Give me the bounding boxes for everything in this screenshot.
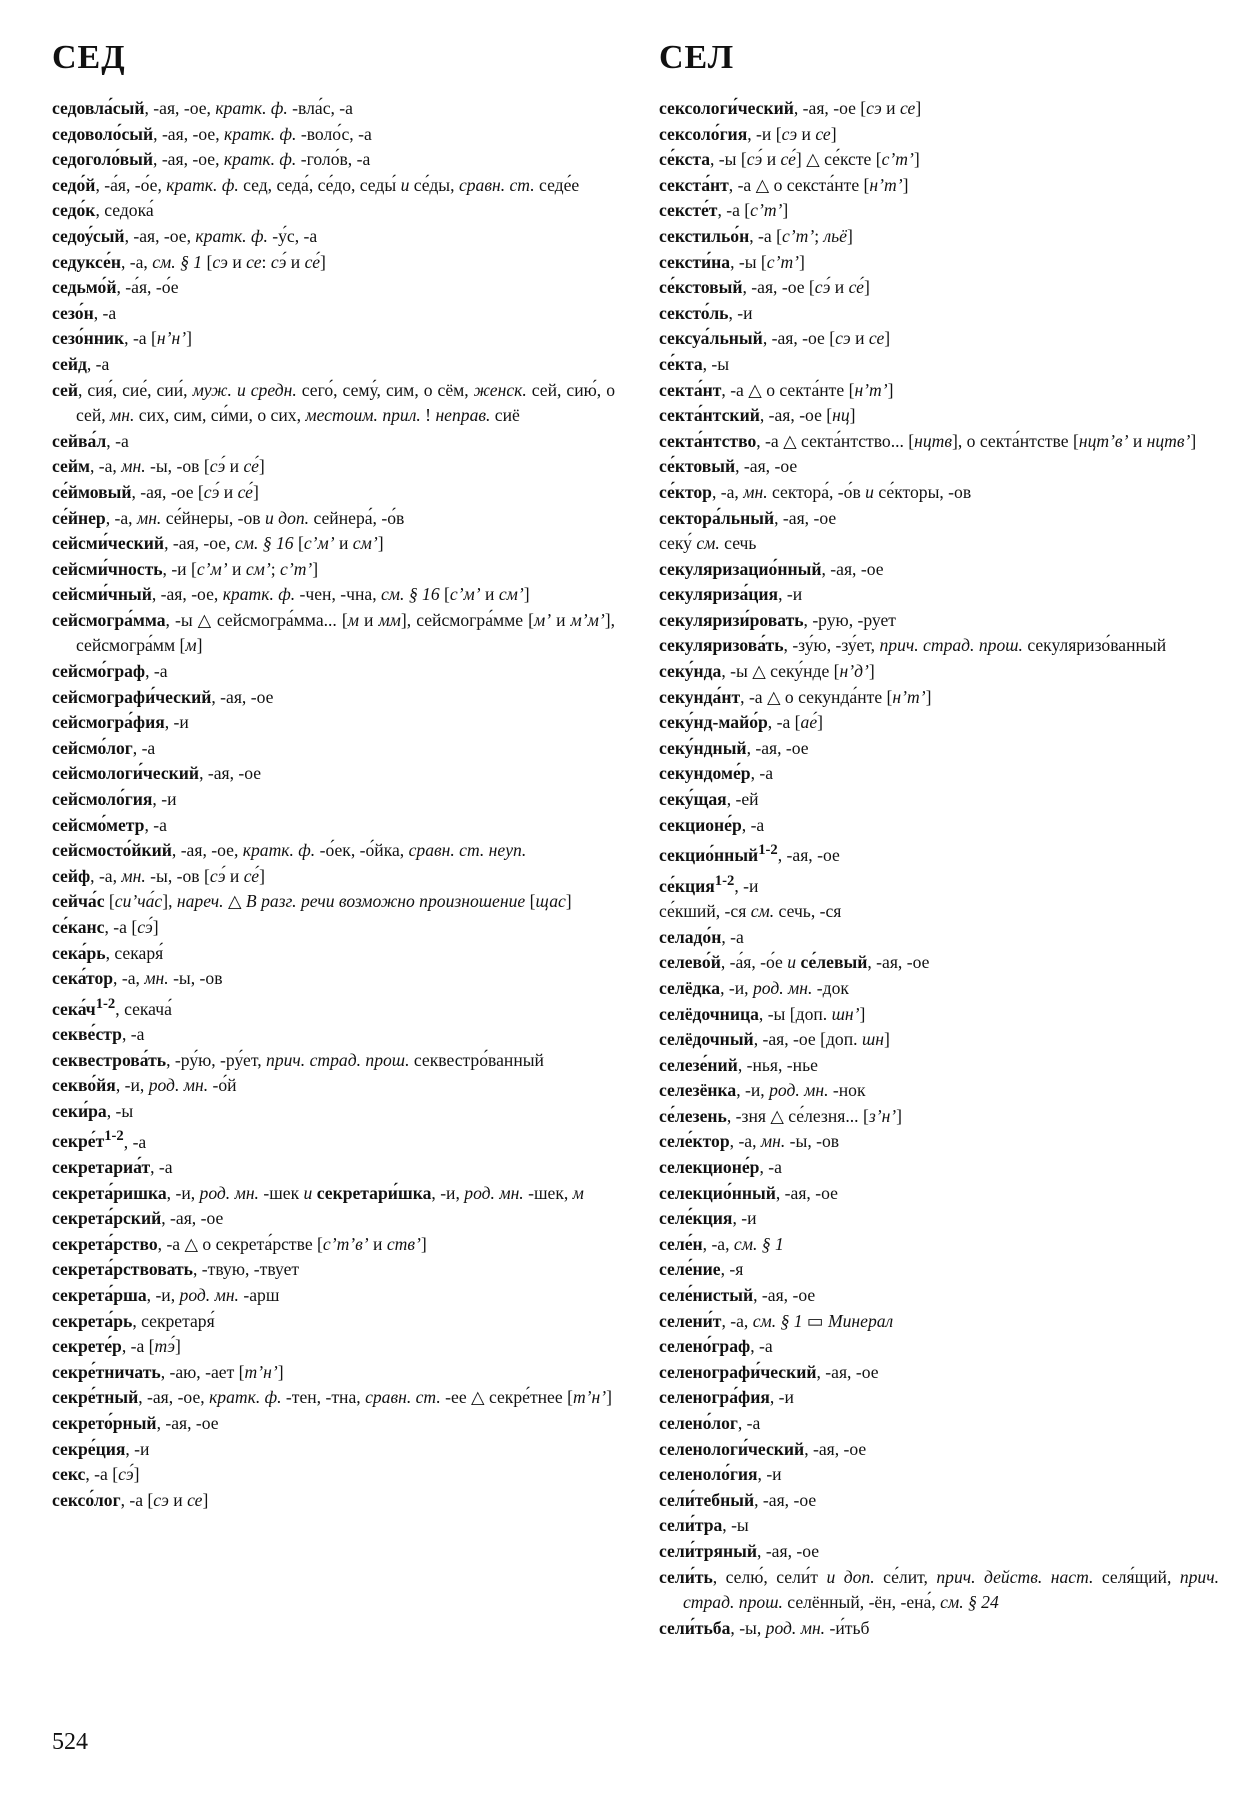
dictionary-entry: селеноло́гия, -и [659,1464,782,1485]
left-column [52,96,615,1513]
dictionary-entry: секуляризацио́нный, -ая, -ое [659,558,884,579]
dictionary-entry: сексто́ль, -и [659,302,753,323]
dictionary-entry: секунда́нт, -а △ о секунда́нте [нʼтʼ] [659,686,932,707]
dictionary-entry: сейва́л, -а [52,430,129,451]
dictionary-entry: сека́тор, -а, мн. -ы, -ов [52,968,223,989]
dictionary-entry: селенологи́ческий, -ая, -ое [659,1438,867,1459]
dictionary-entry: се́ктор, -а, мн. сектора́, -о́в и се́кторы, -ов [659,481,972,502]
page-number: 524 [52,1729,88,1755]
dictionary-entry: сейсми́чность, -и [сʼмʼ и смʼ; сʼтʼ] [52,558,319,579]
dictionary-entry: селезе́ний, -нья, -нье [659,1054,818,1075]
dictionary-entry: сейсмо́метр, -а [52,814,167,835]
dictionary-entry: секрета́рский, -ая, -ое [52,1208,224,1229]
dictionary-entry: селенографи́ческий, -ая, -ое [659,1361,879,1382]
dictionary-entry: секвестрова́ть, -ру́ю, -ру́ет, прич. страд. прош. секвестро́ванный [52,1049,544,1070]
dictionary-entry: секрето́рный, -ая, -ое [52,1413,219,1433]
dictionary-entry: селе́нистый, -ая, -ое [659,1285,816,1306]
dictionary-entry: сейф, -а, мн. -ы, -ов [сэ́ и се́] [52,865,265,886]
dictionary-entry: секре́ция, -и [52,1438,150,1459]
dictionary-entry: сексуа́льный, -ая, -ое [сэ и се] [659,328,891,349]
dictionary-entry: седуксе́н, -а, см. § 1 [сэ и се: сэ́ и се́] [52,251,326,272]
dictionary-entry: секре́тный, -ая, -ое, кратк. ф. -тен, -тна, сравн. ст. -ее △ секре́тнее [тʼнʼ] [52,1387,612,1408]
dictionary-entry: сели́ть, селю́, сели́т и доп. се́лит, прич. действ. наст. селя́щий, прич. страд. прош. селённый, -ён, -ена́, см. § 24 [659,1566,1220,1613]
dictionary-entry: селе́ктор, -а, мн. -ы, -ов [659,1131,840,1152]
dictionary-entry: $сека́ч^{1-2}$, секача́ [52,995,172,1019]
dictionary-entry: селено́лог, -а [659,1413,761,1433]
dictionary-entry: секундоме́р, -а [659,763,774,784]
dictionary-entry: сектора́льный, -ая, -ое [659,507,837,528]
dictionary-entry: се́ймовый, -ая, -ое [сэ́ и се́] [52,481,259,502]
dictionary-entry: секу́ см. сечь [659,533,757,554]
dictionary-entry: секционе́р, -а [659,814,765,835]
running-head-right: СЕЛ [659,39,735,76]
dictionary-entry: сезо́н, -а [52,302,117,323]
dictionary-entry: секретариа́т, -а [52,1157,173,1178]
dictionary-entry: сейсмосто́йкий, -ая, -ое, кратк. ф. -о́ек, -о́йка, сравн. ст. неуп. [52,840,527,861]
dictionary-entry: секуляризова́ть, -зу́ю, -зу́ет, прич. страд. прош. секуляризо́ванный [659,635,1167,656]
dictionary-entry: секта́нт, -а △ о секта́нте [нʼтʼ] [659,379,894,400]
dictionary-entry: секу́нда, -ы △ секу́нде [нʼдʼ] [659,661,875,682]
dictionary-entry: селёдочница, -ы [доп. шнʼ] [659,1003,866,1024]
dictionary-entry: се́йнер, -а, мн. се́йнеры, -ов и доп. сейнера́, -о́в [52,507,405,528]
dictionary-entry: секта́нтский, -ая, -ое [нц] [659,405,856,426]
dictionary-entry: секстильо́н, -а [сʼтʼ; льё] [659,225,853,246]
dictionary-entry: секу́нд-майо́р, -а [ае́] [659,712,823,733]
dictionary-entry: секво́йя, -и, род. мн. -о́й [52,1075,237,1096]
dictionary-entry: селёдочный, -ая, -ое [доп. шн] [659,1029,890,1050]
dictionary-entry: секс, -а [сэ́] [52,1464,140,1485]
dictionary-entry: седьмо́й, -а́я, -о́е [52,277,179,298]
dictionary-entry: секста́нт, -а △ о секста́нте [нʼтʼ] [659,174,909,195]
dictionary-entry: сейсмогра́фия, -и [52,712,189,733]
dictionary-entry: се́кстовый, -ая, -ое [сэ́ и се́] [659,277,870,298]
dictionary-entry: секуляриза́ция, -и [659,584,803,605]
dictionary-entry: селадо́н, -а [659,926,744,947]
dictionary-entry: сейд, -а [52,353,110,374]
dictionary-entry: селе́н, -а, см. § 1 [659,1233,784,1254]
dictionary-entry: сейсмоло́гия, -и [52,789,177,810]
dictionary-entry: секрета́рша, -и, род. мн. -арш [52,1285,280,1306]
dictionary-entry: секи́ра, -ы [52,1101,134,1122]
dictionary-entry: сексологи́ческий, -ая, -ое [сэ и се] [659,98,922,118]
dictionary-entry: седо́к, седока́ [52,200,154,221]
dictionary-entry: сей, сия́, сие́, сии́, муж. и средн. сего́, сему́, сим, о сём, женск. сей, сию́, о сей, мн. сих, сим, си́ми, о сих, местоим. прил. ! неправ. сиё [52,379,615,426]
dictionary-entry: секрета́рствовать, -твую, -твует [52,1259,300,1280]
dictionary-entry: сейсмографи́ческий, -ая, -ое [52,686,274,707]
right-column [659,96,1219,1641]
dictionary-entry: сексо́лог, -а [сэ и се] [52,1489,209,1510]
dictionary-entry: седовла́сый, -ая, -ое, кратк. ф. -вла́с, -а [52,98,353,118]
running-head-left: СЕД [52,39,126,76]
dictionary-entry: сексоло́гия, -и [сэ и се] [659,123,837,144]
dictionary-entry: седоу́сый, -ая, -ое, кратк. ф. -у́с, -а [52,225,318,246]
dictionary-entry: секрета́рство, -а △ о секрета́рстве [сʼтʼвʼ и ствʼ] [52,1233,427,1254]
dictionary-entry: седо́й, -а́я, -о́е, кратк. ф. сед, седа́, се́до, седы́ и се́ды, сравн. ст. седе́е [52,174,580,195]
dictionary-entry: $секре́т^{1-2}$, -а [52,1128,147,1152]
dictionary-entry: селеногра́фия, -и [659,1387,794,1408]
dictionary-entry: секуляризи́ровать, -рую, -рует [659,609,896,630]
dictionary-entry: се́лезень, -зня △ се́лезня... [зʼнʼ] [659,1105,903,1126]
dictionary-entry: се́кший, -ся см. сечь, -ся [659,901,842,922]
dictionary-entry: селёдка, -и, род. мн. -док [659,977,849,998]
dictionary-entry: сезо́нник, -а [нʼнʼ] [52,328,192,349]
dictionary-entry: селено́граф, -а [659,1336,773,1357]
dictionary-entry: сейсми́чный, -ая, -ое, кратк. ф. -чен, -чна, см. § 16 [сʼмʼ и смʼ] [52,584,530,605]
dictionary-entry: селево́й, -а́я, -о́е и се́левый, -ая, -ое [659,952,930,973]
dictionary-entry: секцио́нный$^{1-2}$, -ая, -ое [659,842,840,866]
dictionary-entry: сексти́на, -ы [сʼтʼ] [659,251,805,272]
dictionary-entry: се́канс, -а [сэ́] [52,917,159,937]
dictionary-entry: селе́кция, -и [659,1208,757,1229]
dictionary-entry: сели́тебный, -ая, -ое [659,1489,817,1510]
dictionary-entry: сели́тряный, -ая, -ое [659,1540,820,1561]
dictionary-entry: сейча́с [сиʼча́с], нареч. △ В разг. речи возможно произношение [щас] [52,891,572,912]
dictionary-entry: се́кция$^{1-2}$, -и [659,872,759,896]
dictionary-entry: селени́т, -а, см. § 1 ▭ Минерал [659,1310,894,1331]
dictionary-entry: сейсмо́граф, -а [52,661,168,682]
dictionary-entry: сексте́т, -а [сʼтʼ] [659,200,789,221]
dictionary-entry: сейсмогра́мма, -ы △ сейсмогра́мма... [м и мм], сейсмогра́мме [мʼ и мʼмʼ], сейсмогра́мм [м] [52,609,615,656]
dictionary-entry: секве́стр, -а [52,1024,145,1045]
dictionary-entry: се́кта, -ы [659,353,730,374]
dictionary-entry: се́кста, -ы [сэ́ и се́] △ се́ксте [сʼтʼ] [659,149,920,170]
dictionary-entry: секрета́ришка, -и, род. мн. -шек и секретари́шка, -и, род. мн. -шек, м [52,1182,584,1203]
dictionary-entry: седоволо́сый, -ая, -ое, кратк. ф. -воло́с, -а [52,123,372,144]
dictionary-entry: сели́тра, -ы [659,1515,749,1536]
dictionary-entry: секрета́рь, секретаря́ [52,1310,215,1331]
dictionary-entry: секу́щая, -ей [659,789,759,810]
dictionary-entry: селекцио́нный, -ая, -ое [659,1182,838,1203]
dictionary-entry: се́ктовый, -ая, -ое [659,456,798,477]
dictionary-entry: сейм, -а, мн. -ы, -ов [сэ́ и се́] [52,456,265,477]
dictionary-entry: селезёнка, -и, род. мн. -нок [659,1080,866,1101]
dictionary-entry: сейсми́ческий, -ая, -ое, см. § 16 [сʼмʼ и смʼ] [52,533,384,554]
dictionary-entry: селе́ние, -я [659,1259,744,1280]
dictionary-entry: селекционе́р, -а [659,1157,782,1178]
dictionary-entry: секрете́р, -а [тэ́] [52,1336,181,1357]
dictionary-entry: сейсмо́лог, -а [52,737,156,758]
dictionary-entry: секре́тничать, -аю, -ает [тʼнʼ] [52,1361,284,1382]
dictionary-entry: сека́рь, секаря́ [52,942,164,963]
dictionary-entry: секта́нтство, -а △ секта́нтство... [нцтв], о секта́нтстве [нцтʼвʼ и нцтвʼ] [659,430,1197,451]
dictionary-entry: сейсмологи́ческий, -ая, -ое [52,763,262,784]
dictionary-entry: седоголо́вый, -ая, -ое, кратк. ф. -голо́в, -а [52,149,371,170]
dictionary-entry: секу́ндный, -ая, -ое [659,737,809,758]
dictionary-entry: сели́тьба, -ы, род. мн. -и́тьб [659,1617,870,1638]
